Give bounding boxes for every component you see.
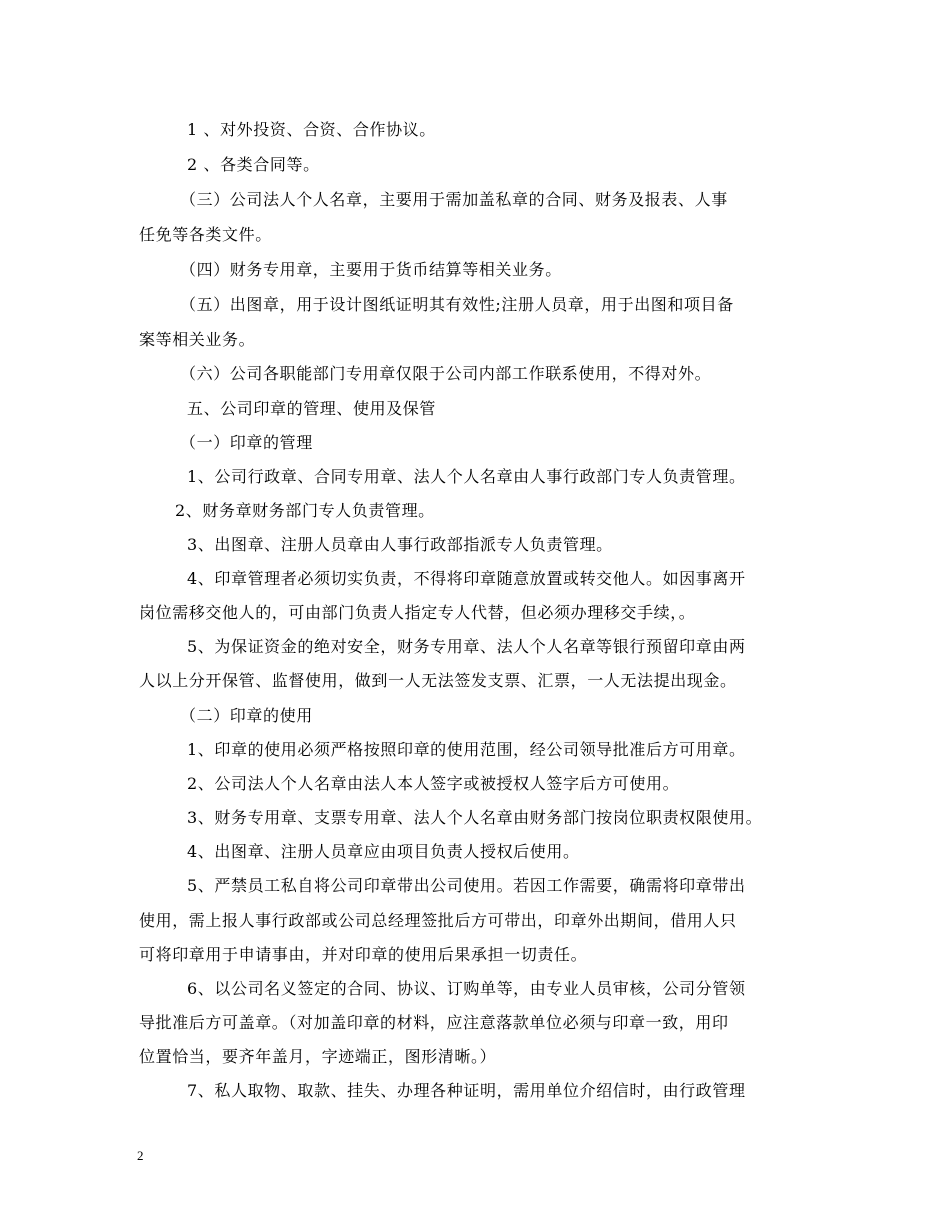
text-line: 2、财务章财务部门专人负责管理。 [175, 501, 435, 520]
text-line: 岗位需移交他人的，可由部门负责人指定专人代替，但必须办理移交手续，。 [139, 603, 696, 622]
subsection-heading: （二）印章的使用 [180, 706, 313, 725]
text-line: 5、为保证资金的绝对安全，财务专用章、法人个人名章等银行预留印章由两 [187, 637, 746, 656]
text-line: 可将印章用于申请事由，并对印章的使用后果承担一切责任。 [139, 945, 588, 964]
text-line: 4、出图章、注册人员章应由项目负责人授权后使用。 [187, 842, 580, 861]
text-line: 人以上分开保管、监督使用，做到一人无法签发支票、汇票，一人无法提出现金。 [139, 671, 737, 690]
text-line: 2 、各类合同等。 [187, 155, 320, 174]
text-line: 案等相关业务。 [139, 330, 256, 349]
text-line: 6、以公司名义签定的合同、协议、订购单等，由专业人员审核，公司分管领 [187, 979, 746, 998]
text-line: 导批准后方可盖章。（对加盖印章的材料，应注意落款单位必须与印章一致，用印 [139, 1013, 729, 1032]
text-line: 3、财务专用章、支票专用章、法人个人名章由财务部门按岗位职责权限使用。 [187, 808, 763, 827]
text-line: 3、出图章、注册人员章由人事行政部指派专人负责管理。 [187, 535, 613, 554]
text-line: 使用，需上报人事行政部或公司总经理签批后方可带出，印章外出期间，借用人只 [139, 911, 737, 930]
text-line: 2、公司法人个人名章由法人本人签字或被授权人签字后方可使用。 [187, 774, 680, 793]
text-line: 1、公司行政章、合同专用章、法人个人名章由人事行政部门专人负责管理。 [187, 467, 746, 486]
text-line: （五）出图章，用于设计图纸证明其有效性;注册人员章，用于出图和项目备 [180, 295, 734, 314]
text-line: 1、印章的使用必须严格按照印章的使用范围，经公司领导批准后方可用章。 [187, 740, 746, 759]
page-number: 2 [137, 1148, 144, 1163]
text-line: （三）公司法人个人名章，主要用于需加盖私章的合同、财务及报表、人事 [180, 190, 728, 209]
subsection-heading: （一）印章的管理 [180, 433, 313, 452]
text-line: （六）公司各职能部门专用章仅限于公司内部工作联系使用，不得对外。 [180, 364, 712, 383]
text-line: 任免等各类文件。 [139, 225, 272, 244]
text-line: 1 、对外投资、合资、合作协议。 [187, 120, 436, 139]
text-line: （四）财务专用章，主要用于货币结算等相关业务。 [180, 260, 562, 279]
text-line: 位置恰当，要齐年盖月，字迹端正，图形清晰。） [139, 1047, 497, 1066]
text-line: 4、印章管理者必须切实负责，不得将印章随意放置或转交他人。如因事离开 [187, 569, 746, 588]
text-line: 5、严禁员工私自将公司印章带出公司使用。若因工作需要，确需将印章带出 [187, 876, 746, 895]
text-line: 7、私人取物、取款、挂失、办理各种证明，需用单位介绍信时，由行政管理 [187, 1081, 746, 1100]
section-heading: 五、公司印章的管理、使用及保管 [187, 399, 437, 418]
